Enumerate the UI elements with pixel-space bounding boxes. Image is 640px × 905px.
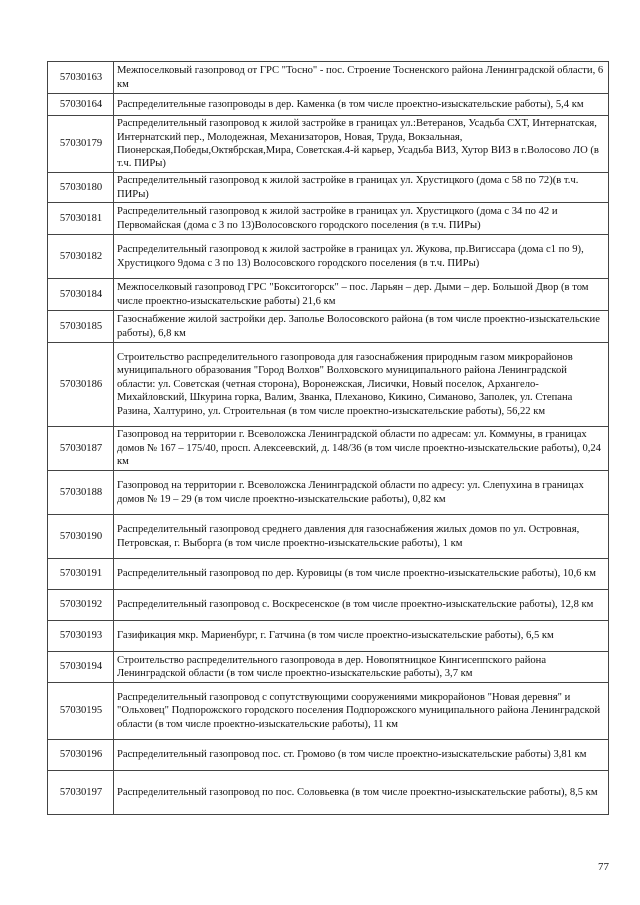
row-description: Распределительный газопровод к жилой застройке в границах ул.:Ветеранов, Усадьба СХТ, Интернатская, Интернатский пер., Молодежная, Механизаторов, Новая, Труда, Вокзальная, Пионерская,Победы,Октябрская,Мира, Советская.4-й карьер, Усадьба ВИЗ, Хутор ВИЗ в г.Волосово ЛО (в т.ч. ПИРы)	[114, 116, 609, 173]
row-description: Газификация мкр. Мариенбург, г. Гатчина (в том числе проектно-изыскательские работы), 6,5 км	[114, 621, 609, 652]
row-description: Распределительный газопровод к жилой застройке в границах ул. Хрустицкого (дома с 34 по 42 и Первомайская (дома с 3 по 13)Волосовского городского поселения (в т.ч. ПИРы)	[114, 203, 609, 235]
row-code: 57030186	[48, 343, 114, 427]
row-description: Распределительный газопровод среднего давления для газоснабжения жилых домов по ул. Островная, Петровская, г. Выборга (в том числе проектно-изыскательские работы), 1 км	[114, 515, 609, 559]
table-row	[48, 652, 609, 683]
table-row	[48, 559, 609, 590]
table-row	[48, 203, 609, 235]
table-row	[48, 740, 609, 771]
row-description: Распределительный газопровод к жилой застройке в границах ул. Жукова, пр.Вигиссара (дома с1 по 9), Хрустицкого 9дома с 3 по 13) Волосовского городского поселения (в т.ч. ПИРы)	[114, 235, 609, 279]
table-row	[48, 235, 609, 279]
table-row	[48, 771, 609, 815]
row-code: 57030179	[48, 116, 114, 173]
row-code: 57030195	[48, 683, 114, 740]
table-row	[48, 471, 609, 515]
document-table-body	[48, 62, 609, 815]
row-description: Распределительный газопровод с сопутствующими сооружениями микрорайонов "Новая деревня" и "Ольховец" Подпорожского городского поселения Подпорожского муниципального района Ленинградской области (в том числе проектно-изыскательские работы), 11 км	[114, 683, 609, 740]
row-code: 57030194	[48, 652, 114, 683]
table-row	[48, 311, 609, 343]
row-code: 57030164	[48, 94, 114, 116]
row-code: 57030180	[48, 173, 114, 203]
row-code: 57030191	[48, 559, 114, 590]
row-code: 57030182	[48, 235, 114, 279]
row-description: Газопровод на территории г. Всеволожска Ленинградской области по адресам: ул. Коммуны, в границах домов № 167 – 175/40, просп. Алексеевский, д. 148/36 (в том числе проектно-изыскательские работы), 0,24 км	[114, 427, 609, 471]
row-description: Распределительный газопровод к жилой застройке в границах ул. Хрустицкого (дома с 58 по 72)(в т.ч. ПИРы)	[114, 173, 609, 203]
row-description: Межпоселковый газопровод от ГРС "Тосно" - пос. Строение Тосненского района Ленинградской области, 6 км	[114, 62, 609, 94]
row-code: 57030196	[48, 740, 114, 771]
row-code: 57030193	[48, 621, 114, 652]
table-row	[48, 427, 609, 471]
row-description: Газопровод на территории г. Всеволожска Ленинградской области по адресу: ул. Слепухина в границах домов № 19 – 29 (в том числе проектно-изыскательские работы), 0,82 км	[114, 471, 609, 515]
row-code: 57030197	[48, 771, 114, 815]
row-description: Распределительный газопровод с. Воскресенское (в том числе проектно-изыскательские работы), 12,8 км	[114, 590, 609, 621]
table-row	[48, 94, 609, 116]
row-description: Строительство распределительного газопровода для газоснабжения природным газом микрорайонов муниципального образования "Город Волхов" Волховского муниципального района Ленинградской области: ул. Советская (четная сторона), Воронежская, Лисички, Новый поселок, Архангело-Михайловский, Шкурина горка, Валим, Званка, Плеханово, Кикино, Симаново, Заполек, ул. Степана Разина, Халтурино, ул. Строительная (в том числе проектно-изыскательские работы), 56,22 км	[114, 343, 609, 427]
row-description: Распределительный газопровод по пос. Соловьевка (в том числе проектно-изыскательские работы), 8,5 км	[114, 771, 609, 815]
row-code: 57030192	[48, 590, 114, 621]
table-row	[48, 683, 609, 740]
table-row	[48, 621, 609, 652]
table-row	[48, 515, 609, 559]
row-code: 57030188	[48, 471, 114, 515]
row-description: Распределительный газопровод пос. ст. Громово (в том числе проектно-изыскательские работы) 3,81 км	[114, 740, 609, 771]
page-number: 77	[598, 861, 609, 873]
table-row	[48, 173, 609, 203]
row-description: Распределительные газопроводы в дер. Каменка (в том числе проектно-изыскательские работы), 5,4 км	[114, 94, 609, 116]
row-description: Распределительный газопровод по дер. Куровицы (в том числе проектно-изыскательские работы), 10,6 км	[114, 559, 609, 590]
row-description: Межпоселковый газопровод ГРС "Бокситогорск" – пос. Ларьян – дер. Дыми – дер. Большой Двор (в том числе проектно-изыскательские работы) 21,6 км	[114, 279, 609, 311]
row-code: 57030187	[48, 427, 114, 471]
table-row	[48, 62, 609, 94]
table-row	[48, 279, 609, 311]
row-code: 57030190	[48, 515, 114, 559]
row-code: 57030185	[48, 311, 114, 343]
table-row	[48, 590, 609, 621]
row-code: 57030184	[48, 279, 114, 311]
document-table	[47, 61, 609, 815]
table-row	[48, 343, 609, 427]
row-code: 57030181	[48, 203, 114, 235]
row-description: Газоснабжение жилой застройки дер. Заполье Волосовского района (в том числе проектно-изыскательские работы), 6,8 км	[114, 311, 609, 343]
table-row	[48, 116, 609, 173]
row-code: 57030163	[48, 62, 114, 94]
row-description: Строительство распределительного газопровода в дер. Новопятницкое Кингисеппского района Ленинградской области (в том числе проектно-изыскательские работы), 3,7 км	[114, 652, 609, 683]
